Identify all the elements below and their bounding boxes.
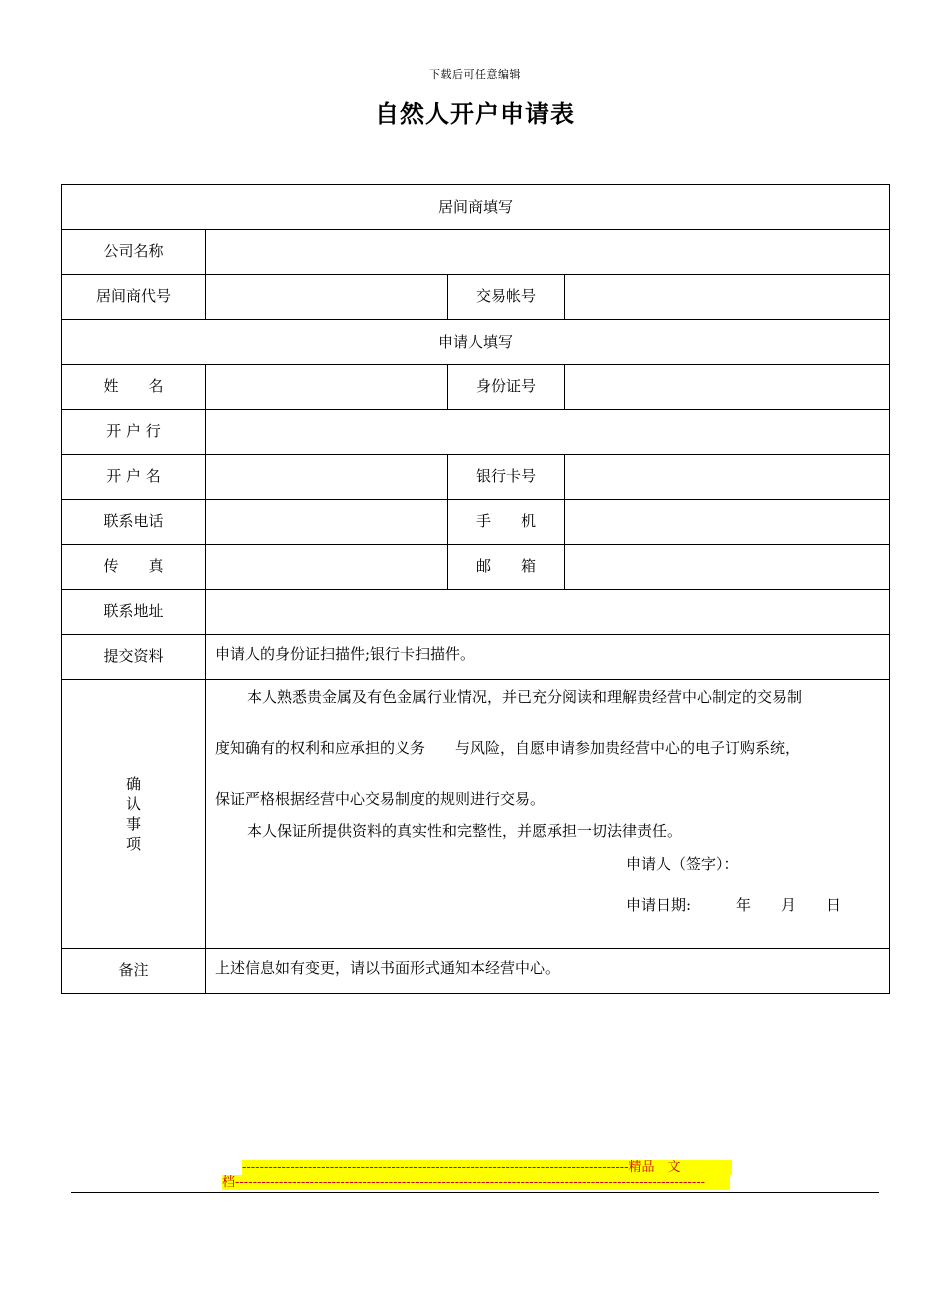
section-broker: 居间商填写	[62, 185, 890, 230]
date-label: 申请日期: 年 月 日	[626, 896, 842, 914]
application-form-table	[61, 184, 890, 994]
confirm-line-2: 度知确有的权利和应承担的义务 与风险，自愿申请参加贵经营中心的电子订购系统，	[215, 739, 801, 757]
label-documents: 提交资料	[62, 635, 206, 680]
label-broker-code: 居间商代号	[62, 275, 206, 320]
field-broker-code[interactable]	[206, 275, 448, 320]
field-email[interactable]	[565, 545, 890, 590]
confirm-body	[206, 680, 890, 949]
page-title: 自然人开户申请表	[375, 100, 575, 128]
confirm-line-1: 本人熟悉贵金属及有色金属行业情况，并已充分阅读和理解贵经营中心制定的交易制	[247, 688, 803, 706]
field-company-name[interactable]	[206, 230, 890, 275]
label-company-name: 公司名称	[62, 230, 206, 275]
label-confirm	[62, 680, 206, 949]
field-mobile[interactable]	[565, 500, 890, 545]
footer-watermark	[222, 1160, 732, 1190]
field-bank-card[interactable]	[565, 455, 890, 500]
footer-line-2: 档-----------------------------------------------------------------------------------------------------------	[222, 1175, 730, 1190]
label-confirm-char: 项	[125, 835, 141, 853]
field-id-number[interactable]	[565, 365, 890, 410]
label-confirm-char: 事	[125, 815, 141, 833]
label-email: 邮 箱	[448, 545, 565, 590]
field-bank[interactable]	[206, 410, 890, 455]
label-mobile: 手 机	[448, 500, 565, 545]
header-note: 下载后可任意编辑	[429, 68, 521, 81]
signature-label: 申请人（签字）：	[626, 855, 739, 873]
field-trade-account[interactable]	[565, 275, 890, 320]
label-remarks: 备注	[62, 949, 206, 994]
label-phone: 联系电话	[62, 500, 206, 545]
field-address[interactable]	[206, 590, 890, 635]
label-id-number: 身份证号	[448, 365, 565, 410]
field-account-name[interactable]	[206, 455, 448, 500]
field-fax[interactable]	[206, 545, 448, 590]
label-bank: 开 户 行	[62, 410, 206, 455]
signature-block	[215, 841, 879, 927]
label-address: 联系地址	[62, 590, 206, 635]
field-phone[interactable]	[206, 500, 448, 545]
remarks-value: 上述信息如有变更，请以书面形式通知本经营中心。	[206, 949, 890, 994]
confirm-line-3: 保证严格根据经营中心交易制度的规则进行交易。	[215, 790, 546, 808]
footer-rule	[71, 1192, 879, 1193]
confirm-paragraph-2: 本人保证所提供资料的真实性和完整性，并愿承担一切法律责任。	[247, 822, 683, 840]
field-name[interactable]	[206, 365, 448, 410]
label-fax: 传 真	[62, 545, 206, 590]
label-account-name: 开 户 名	[62, 455, 206, 500]
label-trade-account: 交易帐号	[448, 275, 565, 320]
label-bank-card: 银行卡号	[448, 455, 565, 500]
label-name: 姓 名	[62, 365, 206, 410]
label-confirm-char: 确	[125, 775, 141, 793]
section-applicant: 申请人填写	[62, 320, 890, 365]
documents-value: 申请人的身份证扫描件;银行卡扫描件。	[206, 635, 890, 680]
footer-line-1: ----------------------------------------------------------------------------------------精品 文	[242, 1160, 732, 1175]
label-confirm-char: 认	[125, 795, 141, 813]
